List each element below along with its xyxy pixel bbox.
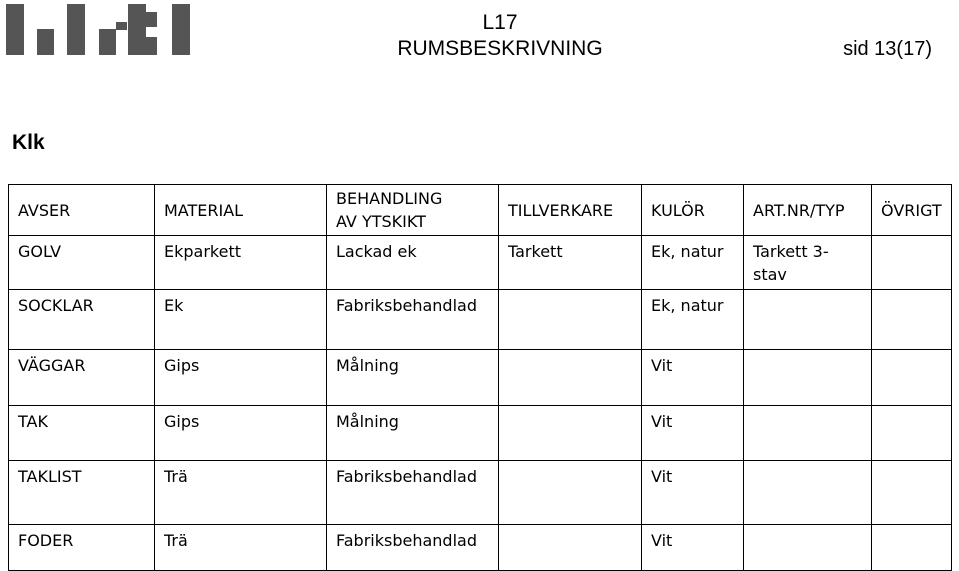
- table-cell: Lackad ek: [327, 236, 499, 290]
- column-header: TILLVERKARE: [499, 185, 642, 236]
- document-id: L17: [482, 11, 518, 34]
- table-cell: Målning: [327, 406, 499, 461]
- table-cell: Trä: [155, 525, 327, 571]
- table-cell: [744, 290, 872, 350]
- table-cell: TAKLIST: [9, 461, 155, 525]
- table-cell: [872, 525, 952, 571]
- table-cell: Ek: [155, 290, 327, 350]
- table-cell: Gips: [155, 406, 327, 461]
- page-number: sid 13(17): [843, 38, 932, 60]
- table-row: [9, 236, 952, 290]
- table-cell: SOCKLAR: [9, 290, 155, 350]
- table-cell: [872, 350, 952, 406]
- table-cell: FODER: [9, 525, 155, 571]
- table-cell: [499, 406, 642, 461]
- table-cell: Målning: [327, 350, 499, 406]
- column-header: BEHANDLING AV YTSKIKT: [327, 185, 499, 236]
- table-cell: [744, 350, 872, 406]
- table-cell: Ek, natur: [642, 236, 744, 290]
- table-cell: Tarkett 3-stav: [744, 236, 872, 290]
- table-row: [9, 406, 952, 461]
- column-header: ART.NR/TYP: [744, 185, 872, 236]
- table-cell: Ekparkett: [155, 236, 327, 290]
- table-cell: Trä: [155, 461, 327, 525]
- table-cell: [499, 461, 642, 525]
- table-cell: TAK: [9, 406, 155, 461]
- table-row: [9, 350, 952, 406]
- column-header: KULÖR: [642, 185, 744, 236]
- table-cell: [872, 461, 952, 525]
- table-header-row: [9, 185, 952, 236]
- table-cell: Fabriksbehandlad: [327, 290, 499, 350]
- table-cell: Fabriksbehandlad: [327, 525, 499, 571]
- table-cell: [499, 290, 642, 350]
- column-header: MATERIAL: [155, 185, 327, 236]
- table-cell: [744, 525, 872, 571]
- table-cell: Vit: [642, 406, 744, 461]
- table-row: [9, 290, 952, 350]
- table-cell: [872, 236, 952, 290]
- column-header: ÖVRIGT: [872, 185, 952, 236]
- table-row: [9, 525, 952, 571]
- table-cell: Tarkett: [499, 236, 642, 290]
- table-cell: [744, 406, 872, 461]
- document-title: RUMSBESKRIVNING: [397, 37, 603, 60]
- table-cell: [872, 406, 952, 461]
- table-cell: VÄGGAR: [9, 350, 155, 406]
- table-cell: [744, 461, 872, 525]
- table-cell: Vit: [642, 461, 744, 525]
- table-cell: [499, 525, 642, 571]
- table-cell: Fabriksbehandlad: [327, 461, 499, 525]
- table-cell: Vit: [642, 350, 744, 406]
- column-header: AVSER: [9, 185, 155, 236]
- company-logo: [6, 4, 192, 55]
- section-title: Klk: [12, 131, 45, 154]
- table-cell: [872, 290, 952, 350]
- table-cell: Ek, natur: [642, 290, 744, 350]
- room-spec-table: [8, 184, 952, 571]
- table-cell: Gips: [155, 350, 327, 406]
- table-cell: [499, 350, 642, 406]
- table-cell: Vit: [642, 525, 744, 571]
- table-cell: GOLV: [9, 236, 155, 290]
- document-heading: [380, 10, 620, 62]
- table-row: [9, 461, 952, 525]
